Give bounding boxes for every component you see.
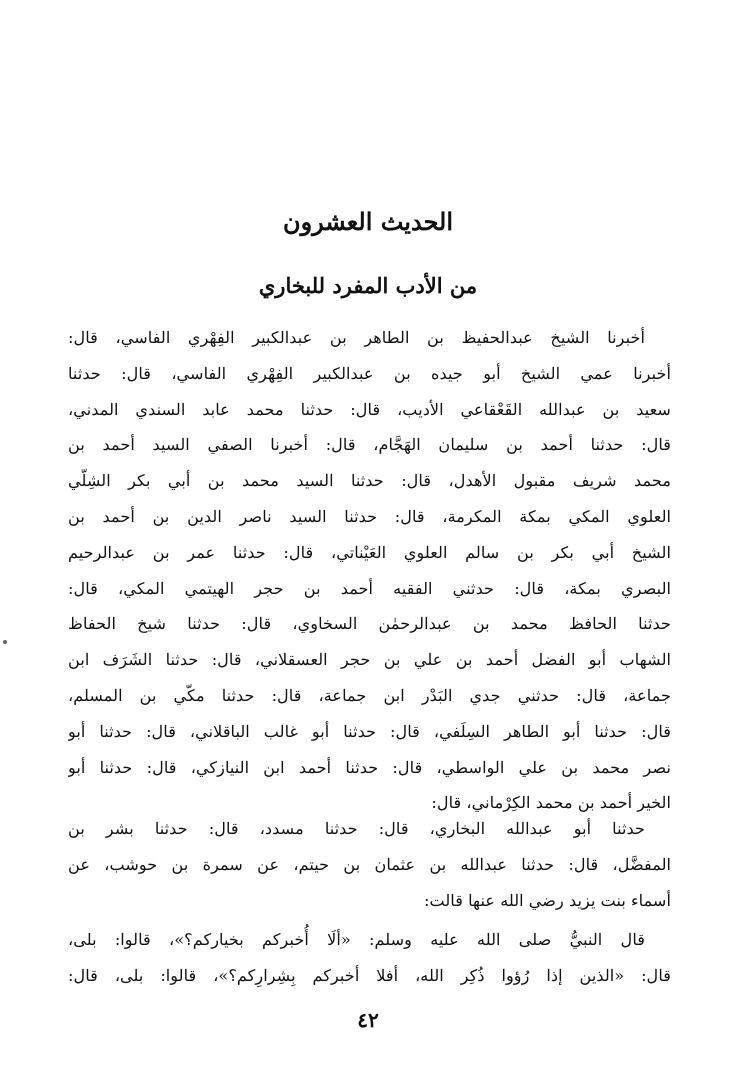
text-line: قال: حدثنا أبو الطاهر السِلَفي، قال: حدثنا أبو غالب الباقلاني، قال: حدثنا أبو xyxy=(68,721,671,741)
chapter-title: الحديث العشرون xyxy=(282,207,454,236)
text-line: قال: حدثنا أحمد بن سليمان الهَجَّام، قال: أخبرنا الصفي السيد أحمد بن xyxy=(68,435,671,455)
text-line: قال: «الذين إذا رُؤوا ذُكِر الله، أفلا أخبركم بِشِرارِكم؟»، قالوا: بلى، قال: xyxy=(68,965,671,985)
text-line: قال النبيُّ صلى الله عليه وسلم: «ألَا أُخبركم بخياركم؟»، قالوا: بلى، xyxy=(68,930,645,949)
subtitle: من الأدب المفرد للبخاري xyxy=(258,273,478,298)
text-line: جماعة، قال: حدثني جدي البَدْر ابن جماعة، قال: حدثنا مكّي بن المسلم، xyxy=(68,685,671,705)
text-line: حدثنا أبو عبدالله البخاري، قال: حدثنا مسدد، قال: حدثنا بشر بن xyxy=(68,819,645,838)
text-line: الخير أحمد بن محمد الكِرْماني، قال: xyxy=(431,793,671,813)
text-line: أسماء بنت يزيد رضي الله عنها قالت: xyxy=(424,890,671,910)
page-number: ٤٢ xyxy=(357,1008,379,1032)
paragraph-isnad xyxy=(68,320,671,821)
text-line: نصر محمد بن علي الواسطي، قال: حدثنا أحمد ابن النيازكي، قال: حدثنا أبو xyxy=(68,757,671,777)
paragraph-hadith-text xyxy=(68,922,671,994)
paragraph-chain xyxy=(68,811,671,918)
text-line: أخبرنا عمي الشيخ أبو جيده بن عبدالكبير الفِهْري الفاسي، قال: حدثنا xyxy=(68,363,671,383)
text-line: الشيخ أبي بكر بن سالم العلوي العَيْناتي، قال: حدثنا عمر بن عبدالرحيم xyxy=(68,542,671,562)
text-line: حدثنا الحافظ محمد بن عبدالرحمٰن السخاوي، قال: حدثنا شيخ الحفاظ xyxy=(68,614,671,634)
text-line: المفضَّل، قال: حدثنا عبدالله بن عثمان بن حيتم، عن سمرة بن حوشب، عن xyxy=(68,854,671,874)
text-line: الشهاب أبو الفضل أحمد بن علي بن حجر العسقلاني، قال: حدثنا الشَرَف ابن xyxy=(68,650,671,670)
scan-speck xyxy=(3,640,7,644)
text-line: محمد شريف مقبول الأهدل، قال: حدثنا السيد محمد بن أبي بكر الشِلّي xyxy=(68,471,671,491)
text-line: أخبرنا الشيخ عبدالحفيظ بن الطاهر بن عبدالكبير الفِهْري الفاسي، قال: xyxy=(68,328,645,347)
text-line: سعيد بن عبدالله القَعْقاعي الأديب، قال: حدثنا محمد عابد السندي المدني، xyxy=(68,399,671,419)
text-line: العلوي المكي بمكة المكرمة، قال: حدثنا السيد ناصر الدين بن أحمد بن xyxy=(68,506,671,526)
text-line: البصري بمكة، قال: حدثني الفقيه أحمد بن حجر الهيتمي المكي، قال: xyxy=(68,578,671,598)
